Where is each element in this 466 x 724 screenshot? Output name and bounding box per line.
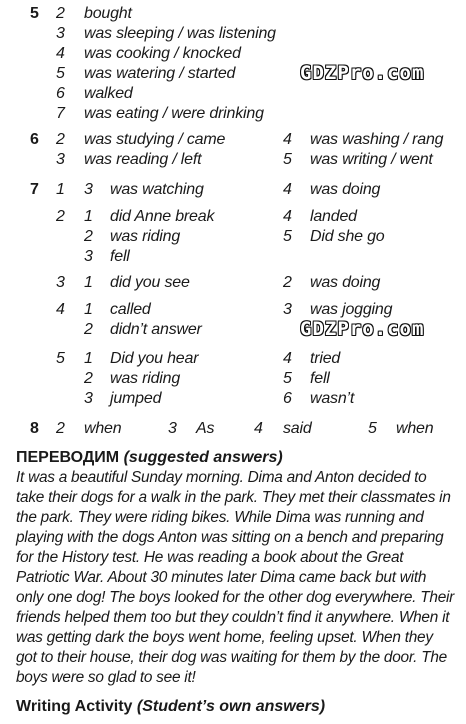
answer: was sleeping / was listening: [84, 25, 276, 42]
item-number: 3: [56, 151, 65, 168]
answer: was watering / started: [84, 65, 236, 82]
answer: was riding: [110, 370, 181, 387]
answer: Did you hear: [110, 350, 199, 367]
writing-subtitle: (Student’s own answers): [136, 698, 326, 715]
item-number: 1: [84, 208, 93, 225]
item-number: 3: [168, 420, 177, 437]
item-number: 4: [283, 181, 292, 198]
answer: was watching: [110, 181, 204, 198]
item-number: 5: [56, 65, 65, 82]
item-number: 1: [84, 350, 93, 367]
translation-title: ПЕРЕВОДИМ: [16, 449, 120, 466]
answer: bought: [84, 5, 132, 22]
item-number: 2: [56, 420, 65, 437]
answer: was jogging: [310, 301, 393, 318]
answer: was writing / went: [310, 151, 433, 168]
translation-heading: [16, 448, 283, 468]
watermark: GDZPro.com: [300, 62, 425, 84]
item-number: 4: [283, 131, 292, 148]
answer: jumped: [110, 390, 162, 407]
item-number: 5: [368, 420, 377, 437]
item-number: 1: [84, 274, 93, 291]
part-number: 4: [56, 301, 65, 318]
answer: fell: [310, 370, 330, 387]
answer: landed: [310, 208, 357, 225]
item-number: 4: [254, 420, 263, 437]
answer: when: [396, 420, 434, 437]
answer: As: [196, 420, 215, 437]
part-number: 3: [56, 274, 65, 291]
item-number: 3: [283, 301, 292, 318]
item-number: 3: [84, 181, 93, 198]
translation-text: It was a beautiful Sunday morning. Dima and Anton decided to take their dogs for a walk in the park. They met their classmates in the park. They were riding bikes. While Dima was running and playing with the dogs Anton was sitting on a bench and preparing for the History test. He was reading a book about the Great Patriotic War. About 30 minutes later Dima came back but with only one dog! The boys looked for the other dog everywhere. Their friends helped them too but they couldn’t find it anywhere. When it was getting dark the boys went home, feeling upset. When they got to their house, their dog was waiting for them by the door. The boys were so glad to see it!: [16, 469, 455, 686]
item-number: 2: [56, 5, 65, 22]
item-number: 4: [56, 45, 65, 62]
exercise-5-number: 5: [30, 5, 39, 22]
item-number: 3: [84, 390, 93, 407]
answer: Did she go: [310, 228, 385, 245]
answer: did Anne break: [110, 208, 215, 225]
item-number: 2: [283, 274, 292, 291]
item-number: 2: [84, 321, 93, 338]
answer: fell: [110, 248, 130, 265]
item-number: 3: [56, 25, 65, 42]
writing-heading: [16, 697, 325, 717]
answer: was riding: [110, 228, 181, 245]
answer: tried: [310, 350, 341, 367]
item-number: 3: [84, 248, 93, 265]
item-number: 5: [283, 151, 292, 168]
answer: said: [283, 420, 312, 437]
item-number: 7: [56, 105, 65, 122]
exercise-7-number: 7: [30, 181, 39, 198]
item-number: 2: [56, 131, 65, 148]
watermark: GDZPro.com: [300, 318, 425, 340]
item-number: 4: [283, 350, 292, 367]
part-number: 2: [56, 208, 65, 225]
answer: did you see: [110, 274, 190, 291]
item-number: 2: [84, 370, 93, 387]
answer: was doing: [310, 181, 381, 198]
part-number: 5: [56, 350, 65, 367]
item-number: 2: [84, 228, 93, 245]
item-number: 4: [283, 208, 292, 225]
exercise-8-number: 8: [30, 420, 39, 437]
answer: walked: [84, 85, 133, 102]
answer: was eating / were drinking: [84, 105, 264, 122]
answer: wasn’t: [310, 390, 355, 407]
answer: when: [84, 420, 122, 437]
part-number: 1: [56, 181, 65, 198]
answer: was washing / rang: [310, 131, 444, 148]
answer: was cooking / knocked: [84, 45, 241, 62]
answer: was studying / came: [84, 131, 226, 148]
item-number: 5: [283, 370, 292, 387]
translation-subtitle: (suggested answers): [123, 449, 283, 466]
answer: didn’t answer: [110, 321, 202, 338]
writing-title: Writing Activity: [16, 698, 133, 715]
item-number: 5: [283, 228, 292, 245]
item-number: 6: [56, 85, 65, 102]
answer: called: [110, 301, 151, 318]
exercise-6-number: 6: [30, 131, 39, 148]
item-number: 6: [283, 390, 292, 407]
answer: was doing: [310, 274, 381, 291]
answer: was reading / left: [84, 151, 202, 168]
item-number: 1: [84, 301, 93, 318]
